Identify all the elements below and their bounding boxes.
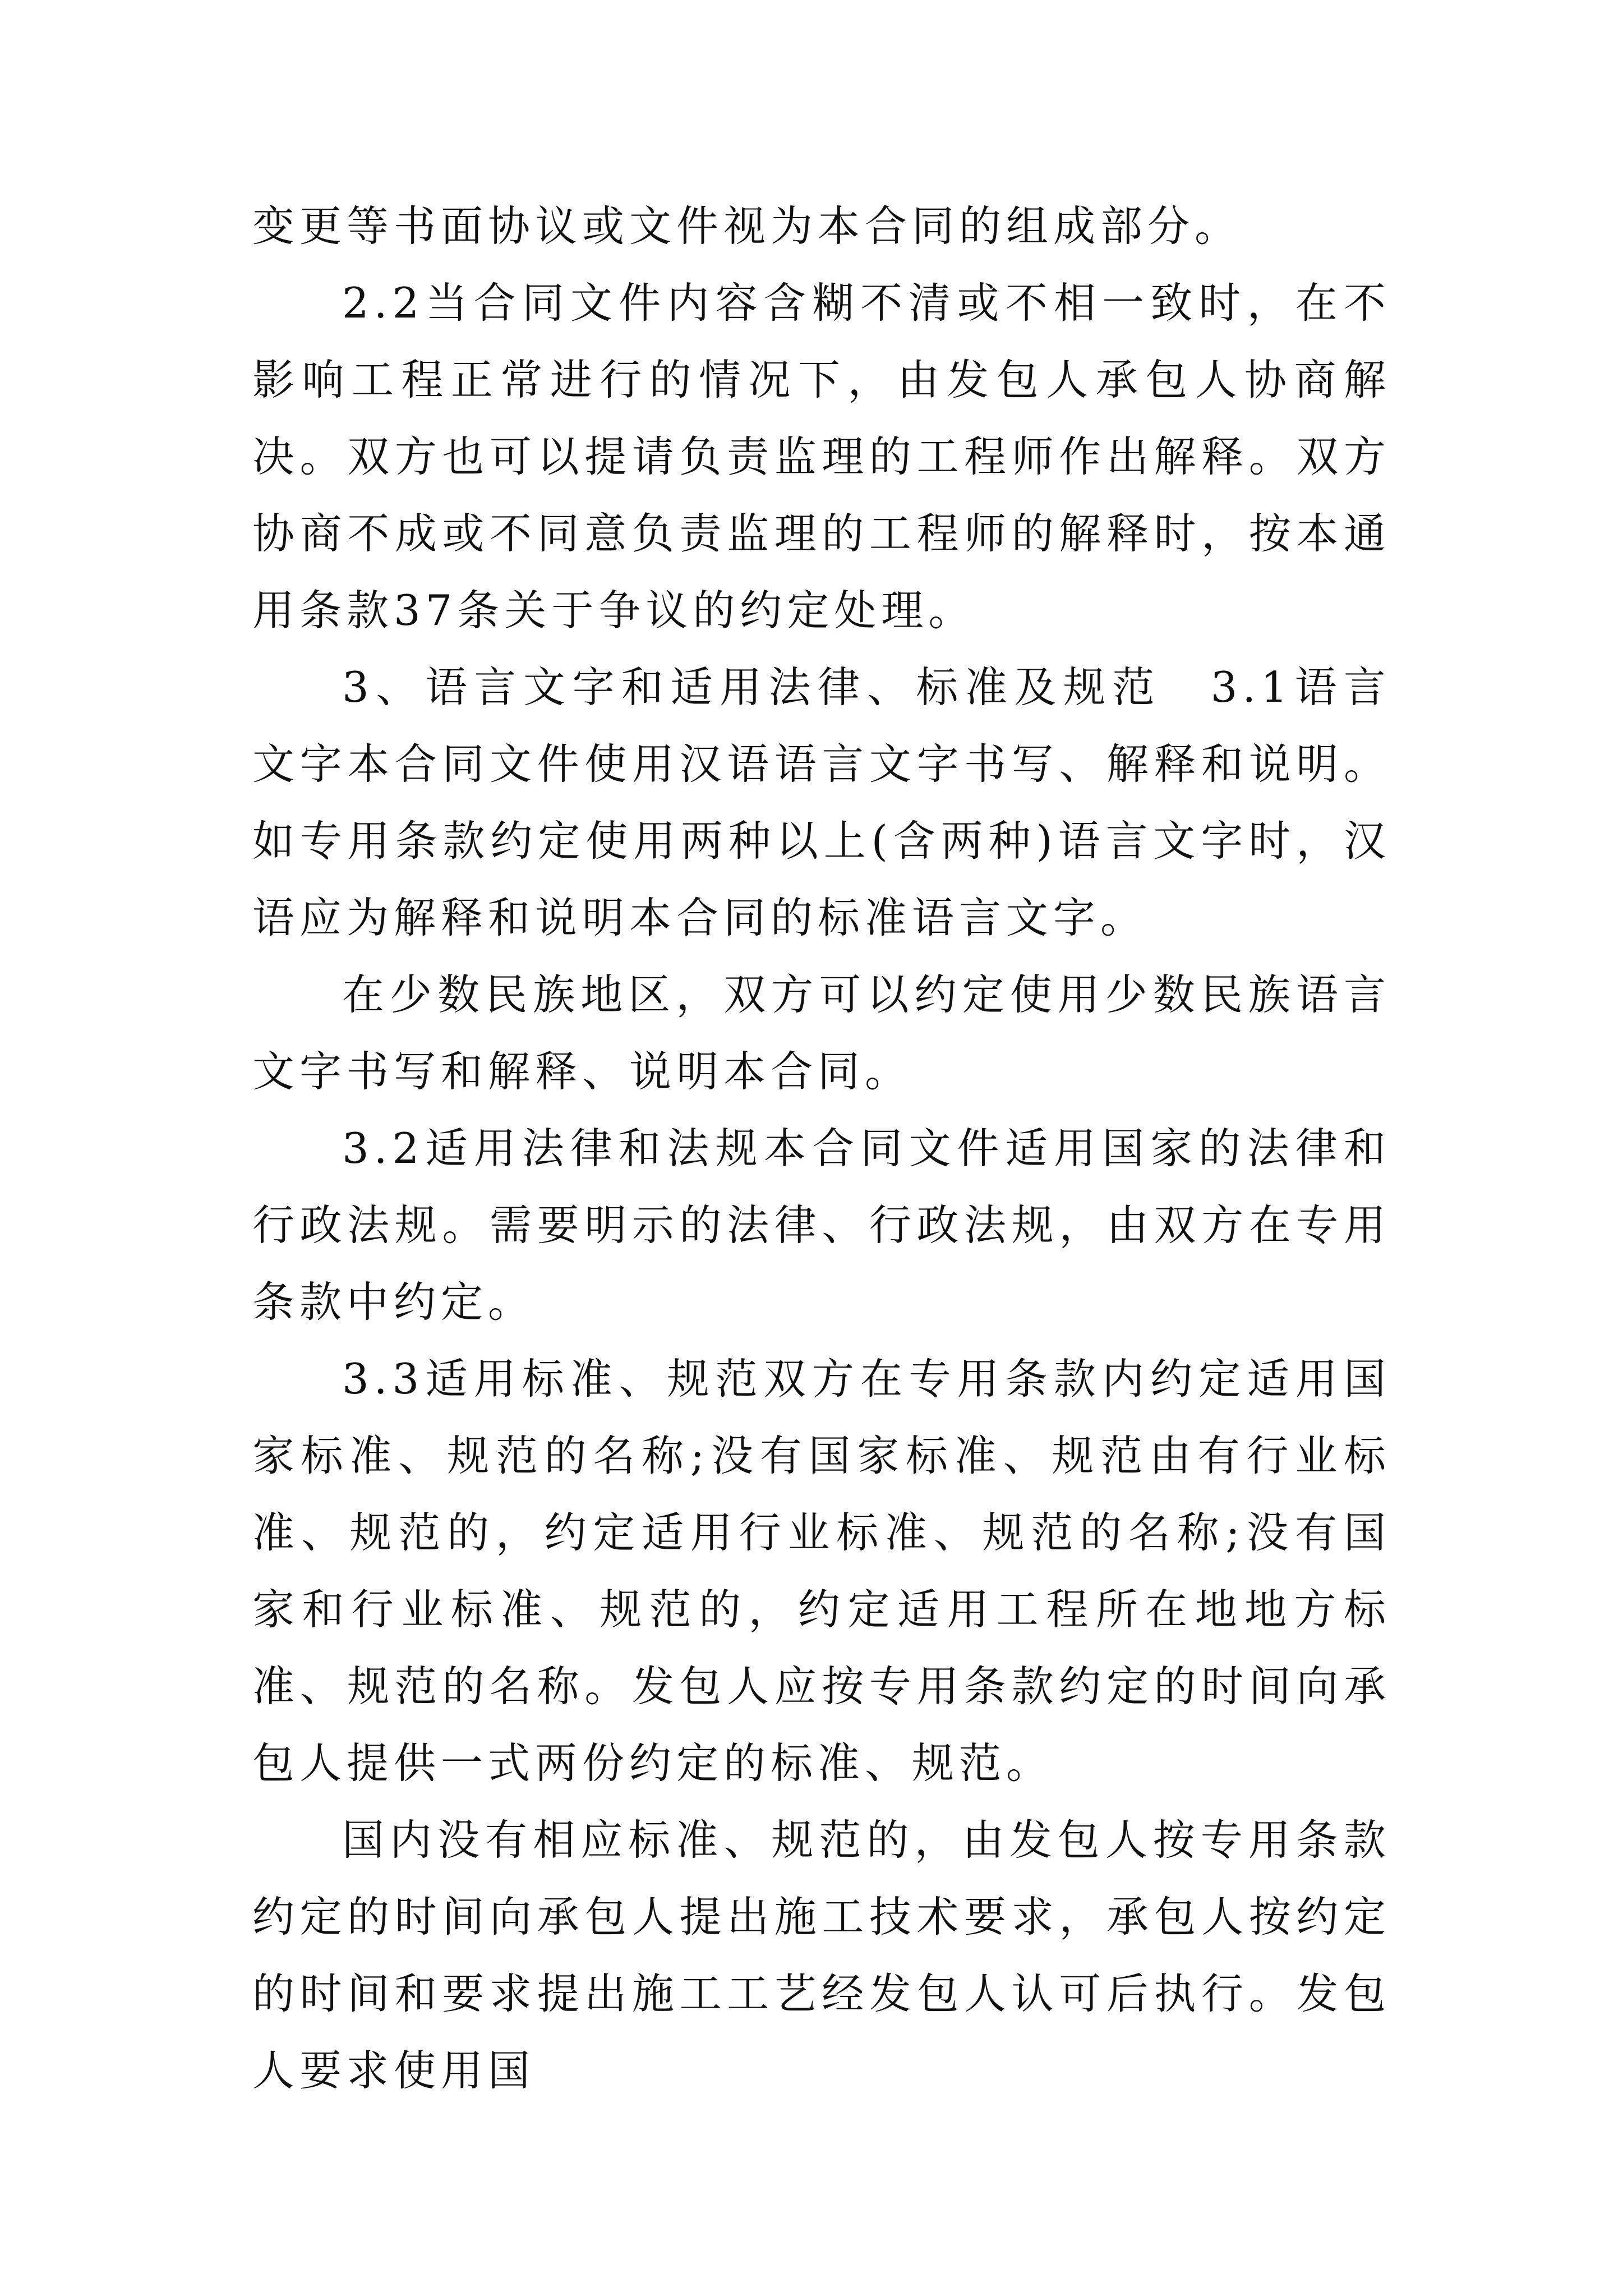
paragraph-1: 变更等书面协议或文件视为本合同的组成部分。 <box>252 201 1242 251</box>
paragraph-6: 3.3适用标准、规范双方在专用条款内约定适用国家标准、规范的名称;没有国家标准、规范由有行业标准、规范的，约定适用行业标准、规范的名称;没有国家和行业标准、规范的，约定适用工程所在地地方标准、规范的名称。发包人应按专用条款约定的时间向承包人提供一式两份约定的标准、规范。 <box>252 1354 1391 1788</box>
document-body <box>252 188 1391 2109</box>
paragraph-7: 国内没有相应标准、规范的，由发包人按专用条款约定的时间向承包人提出施工技术要求，承包人按约定的时间和要求提出施工工艺经发包人认可后执行。发包人要求使用国 <box>252 1815 1391 2095</box>
paragraph-4: 在少数民族地区，双方可以约定使用少数民族语言文字书写和解释、说明本合同。 <box>252 970 1391 1096</box>
paragraph-5: 3.2适用法律和法规本合同文件适用国家的法律和行政法规。需要明示的法律、行政法规，由双方在专用条款中约定。 <box>252 1124 1391 1327</box>
paragraph-3: 3、语言文字和适用法律、标准及规范 3.1语言文字本合同文件使用汉语语言文字书写、解释和说明。如专用条款约定使用两种以上(含两种)语言文字时，汉语应为解释和说明本合同的标准语言文字。 <box>252 662 1391 942</box>
paragraph-2: 2.2当合同文件内容含糊不清或不相一致时，在不影响工程正常进行的情况下，由发包人承包人协商解决。双方也可以提请负责监理的工程师作出解释。双方协商不成或不同意负责监理的工程师的解释时，按本通用条款37条关于争议的约定处理。 <box>252 278 1391 635</box>
